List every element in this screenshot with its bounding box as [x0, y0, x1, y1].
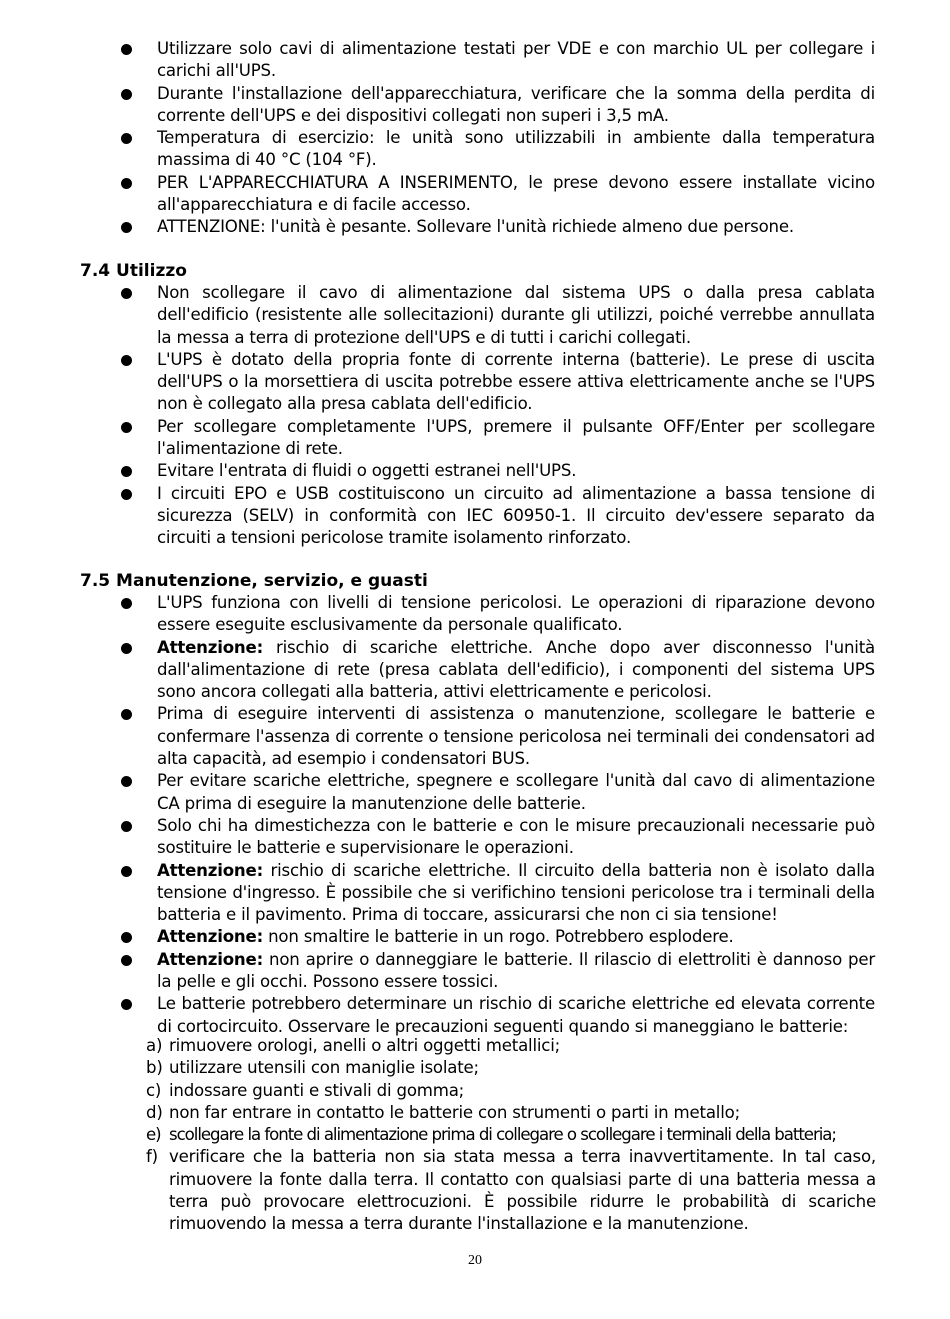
- bullet-icon: [121, 133, 132, 144]
- list-item: L'UPS è dotato della propria fonte di corrente interna (batterie). Le prese di uscita dell'UPS o la morsettiera di uscita potrebbe essere attiva elettricamente anche se l'UPS non è collegato alla presa cablata dell'edificio.: [0, 349, 875, 416]
- section-7-5-bullet-list: [0, 592, 950, 1038]
- bullet-icon: [121, 466, 132, 477]
- bullet-icon: [121, 709, 132, 720]
- bullet-icon: [121, 222, 132, 233]
- bullet-icon: [121, 821, 132, 832]
- section-7-4-bullet-list: [0, 282, 950, 550]
- bullet-icon: [121, 955, 132, 966]
- bullet-icon: [121, 932, 132, 943]
- bullet-icon: [121, 178, 132, 189]
- list-item: Attenzione: rischio di scariche elettriche. Il circuito della batteria non è isolato dalla tensione d'ingresso. È possibile che si verifichino tensioni pericolose tra i terminali della batteria e il pavimento. Prima di toccare, assicurarsi che non ci sia tensione!: [0, 860, 875, 927]
- list-item: L'UPS funziona con livelli di tensione pericolosi. Le operazioni di riparazione devono essere eseguite esclusivamente da personale qualificato.: [0, 592, 875, 637]
- precaution-item: a) rimuovere orologi, anelli o altri oggetti metallici;: [0, 1035, 876, 1057]
- item-letter: c): [146, 1080, 162, 1100]
- warning-lead: Attenzione:: [157, 860, 264, 880]
- warning-lead: Attenzione:: [157, 637, 264, 657]
- list-item: Utilizzare solo cavi di alimentazione testati per VDE e con marchio UL per collegare i carichi all'UPS.: [0, 38, 875, 83]
- section-heading-7-5: 7.5 Manutenzione, servizio, e guasti: [80, 571, 428, 591]
- battery-precautions-list: [0, 1035, 950, 1236]
- bullet-icon: [121, 355, 132, 366]
- precaution-item: e) scollegare la fonte di alimentazione prima di collegare o scollegare i terminali della batteria;: [0, 1124, 876, 1146]
- bullet-icon: [121, 422, 132, 433]
- list-item: ATTENZIONE: l'unità è pesante. Sollevare l'unità richiede almeno due persone.: [0, 216, 875, 238]
- list-item: Non scollegare il cavo di alimentazione dal sistema UPS o dalla presa cablata dell'edificio (resistente alle sollecitazioni) durante gli utilizzi, poiché verrebbe annullata la messa a terra di protezione dell'UPS e di tutti i carichi collegati.: [0, 282, 875, 349]
- list-item: PER L'APPARECCHIATURA A INSERIMENTO, le prese devono essere installate vicino all'apparecchiatura e di facile accesso.: [0, 172, 875, 217]
- bullet-icon: [121, 643, 132, 654]
- bullet-icon: [121, 999, 132, 1010]
- intro-bullet-list: [0, 38, 950, 239]
- item-letter: b): [146, 1058, 163, 1078]
- bullet-icon: [121, 44, 132, 55]
- list-item: Per evitare scariche elettriche, spegnere e scollegare l'unità dal cavo di alimentazione CA prima di eseguire la manutenzione delle batterie.: [0, 770, 875, 815]
- warning-lead: Attenzione:: [157, 927, 264, 947]
- list-item: Temperatura di esercizio: le unità sono utilizzabili in ambiente dalla temperatura massima di 40 °C (104 °F).: [0, 127, 875, 172]
- list-item: Durante l'installazione dell'apparecchiatura, verificare che la somma della perdita di corrente dell'UPS e dei dispositivi collegati non superi i 3,5 mA.: [0, 83, 875, 128]
- item-letter: f): [146, 1147, 158, 1167]
- item-letter: d): [146, 1102, 163, 1122]
- section-heading-7-4: 7.4 Utilizzo: [80, 261, 187, 281]
- precaution-item: b) utilizzare utensili con maniglie isolate;: [0, 1057, 876, 1079]
- bullet-icon: [121, 89, 132, 100]
- bullet-icon: [121, 866, 132, 877]
- precaution-item: f) verificare che la batteria non sia stata messa a terra inavvertitamente. In tal caso, rimuovere la fonte dalla terra. Il contatto con qualsiasi parte di una batteria messa a terra può provocare elettrocuzioni. È possibile ridurre le probabilità di scariche rimuovendo la messa a terra durante l'installazione e la manutenzione.: [146, 1147, 876, 1234]
- item-letter: a): [146, 1036, 163, 1055]
- page-number: 20: [468, 1253, 482, 1268]
- bullet-icon: [121, 598, 132, 609]
- list-item: Prima di eseguire interventi di assistenza o manutenzione, scollegare le batterie e confermare l'assenza di corrente o tensione pericolosa nei terminali dei condensatori ad alta capacità, ad esempio i condensatori BUS.: [0, 703, 875, 770]
- precaution-item: d) non far entrare in contatto le batterie con strumenti o parti in metallo;: [0, 1102, 876, 1124]
- list-item: Attenzione: non smaltire le batterie in un rogo. Potrebbero esplodere.: [0, 926, 875, 948]
- bullet-icon: [121, 776, 132, 787]
- list-item: Attenzione: non aprire o danneggiare le batterie. Il rilascio di elettroliti è dannoso per la pelle e gli occhi. Possono essere tossici.: [0, 949, 875, 994]
- precaution-item: c) indossare guanti e stivali di gomma;: [0, 1080, 876, 1102]
- bullet-icon: [121, 288, 132, 299]
- list-item: Solo chi ha dimestichezza con le batterie e con le misure precauzionali necessarie può sostituire le batterie e supervisionare le operazioni.: [0, 815, 875, 860]
- list-item: Per scollegare completamente l'UPS, premere il pulsante OFF/Enter per scollegare l'alimentazione di rete.: [0, 416, 875, 461]
- warning-lead: Attenzione:: [157, 949, 264, 969]
- list-item: I circuiti EPO e USB costituiscono un circuito ad alimentazione a bassa tensione di sicurezza (SELV) in conformità con IEC 60950-1. Il circuito dev'essere separato da circuiti a tensioni pericolose tramite isolamento rinforzato.: [0, 483, 875, 550]
- bullet-icon: [121, 489, 132, 500]
- list-item: Attenzione: rischio di scariche elettriche. Anche dopo aver disconnesso l'unità dall'alimentazione di rete (presa cablata dell'edificio), i componenti del sistema UPS sono ancora collegati alla batteria, attivi elettricamente e pericolosi.: [0, 637, 875, 704]
- list-item: Evitare l'entrata di fluidi o oggetti estranei nell'UPS.: [0, 460, 875, 482]
- list-item: Le batterie potrebbero determinare un rischio di scariche elettriche ed elevata corrente di cortocircuito. Osservare le precauzioni seguenti quando si maneggiano le batterie:: [0, 993, 875, 1038]
- item-letter: e): [146, 1125, 161, 1145]
